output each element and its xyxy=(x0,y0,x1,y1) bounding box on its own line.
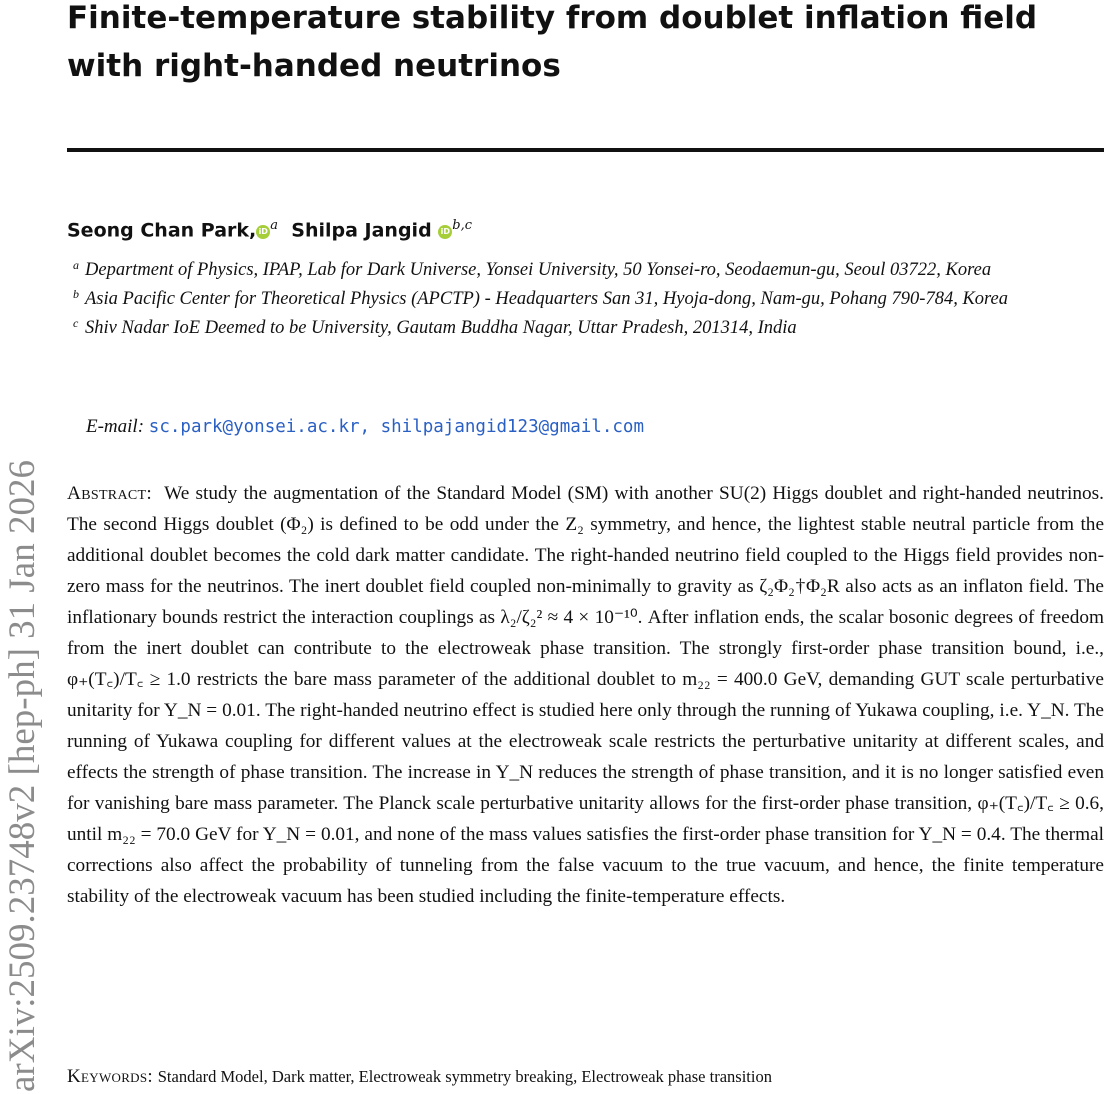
title-rule xyxy=(67,148,1104,152)
author-list xyxy=(67,218,472,241)
paper-title: Finite-temperature stability from doublet inflation field with right-handed neutrinos xyxy=(67,0,1038,84)
abstract-text: We study the augmentation of the Standard Model (SM) with another SU(2) Higgs doublet and right-handed neutrinos. The second Higgs doublet (Φ₂) is defined to be odd under the Z₂ symmetry, and hence, the lightest stable neutral particle from the additional doublet becomes the cold dark matter candidate. The right-handed neutrino field coupled to the Higgs field provides non-zero mass for the neutrinos. The inert doublet field coupled non-minimally to gravity as ζ₂Φ₂†Φ₂R also acts as an inflaton field. The inflationary bounds restrict the interaction couplings as λ₂/ζ₂² ≈ 4 × 10⁻¹⁰. After inflation ends, the scalar bosonic degrees of freedom from the inert doublet can contribute to the electroweak phase transition. The strongly first-order phase transition bound, i.e., φ₊(T꜀)/T꜀ ≥ 1.0 restricts the bare mass parameter of the additional doublet to m₂₂ = 400.0 GeV, demanding GUT scale perturbative unitarity for Y_N = 0.01. The right-handed neutrino effect is studied here only through the running of Yukawa coupling, i.e. Y_N. The running of Yukawa coupling for different values at the electroweak scale restricts the perturbative unitarity at different scales, and effects the strength of phase transition. The increase in Y_N reduces the strength of phase transition, and it is no longer satisfied even for vanishing bare mass parameter. The Planck scale perturbative unitarity allows for the first-order phase transition, φ₊(T꜀)/T꜀ ≥ 0.6, until m₂₂ = 70.0 GeV for Y_N = 0.01, and none of the mass values satisfies the first-order phase transition for Y_N = 0.4. The thermal corrections also affect the probability of tunneling from the false vacuum to the true vacuum, and hence, the finite temperature stability of the electroweak vacuum has been studied including the finite-temperature effects. xyxy=(67,483,1104,907)
abstract xyxy=(67,478,1104,912)
affiliation-text: Department of Physics, IPAP, Lab for Dark Universe, Yonsei University, 50 Yonsei-ro, Seodaemun-gu, Seoul 03722, Korea xyxy=(85,260,992,280)
affiliation xyxy=(73,285,1104,313)
affiliation-text: Shiv Nadar IoE Deemed to be University, Gautam Buddha Nagar, Uttar Pradesh, 201314, India xyxy=(85,318,797,338)
affiliation-mark: a xyxy=(73,258,79,272)
affiliation-mark: c xyxy=(73,316,79,330)
keywords xyxy=(67,1066,1104,1088)
email-links[interactable]: sc.park@yonsei.ac.kr, shilpajangid123@gmail.com xyxy=(148,417,644,437)
orcid-icon[interactable]: iD xyxy=(438,225,452,239)
abstract-label: Abstract: xyxy=(67,483,152,504)
affiliation xyxy=(73,256,1104,284)
author-affil-mark: a xyxy=(270,218,279,233)
email-line xyxy=(86,416,644,438)
author-name: Shilpa Jangid xyxy=(291,219,432,242)
email-label: E-mail: xyxy=(86,416,145,437)
affiliation xyxy=(73,314,1104,342)
affiliation-text: Asia Pacific Center for Theoretical Physics (APCTP) - Headquarters San 31, Hyoja-dong, Nam-gu, Pohang 790-784, Korea xyxy=(85,289,1009,309)
arxiv-identifier: arXiv:2509.23748v2 [hep-ph] 31 Jan 2026 xyxy=(2,460,43,1092)
orcid-icon[interactable]: iD xyxy=(256,225,270,239)
author-name: Seong Chan Park, xyxy=(67,219,257,242)
affiliation-list xyxy=(73,256,1104,343)
keywords-text: Standard Model, Dark matter, Electroweak symmetry breaking, Electroweak phase transition xyxy=(157,1067,772,1086)
affiliation-mark: b xyxy=(73,287,79,301)
author-affil-mark: b,c xyxy=(452,218,473,233)
keywords-label: Keywords: xyxy=(67,1066,153,1087)
